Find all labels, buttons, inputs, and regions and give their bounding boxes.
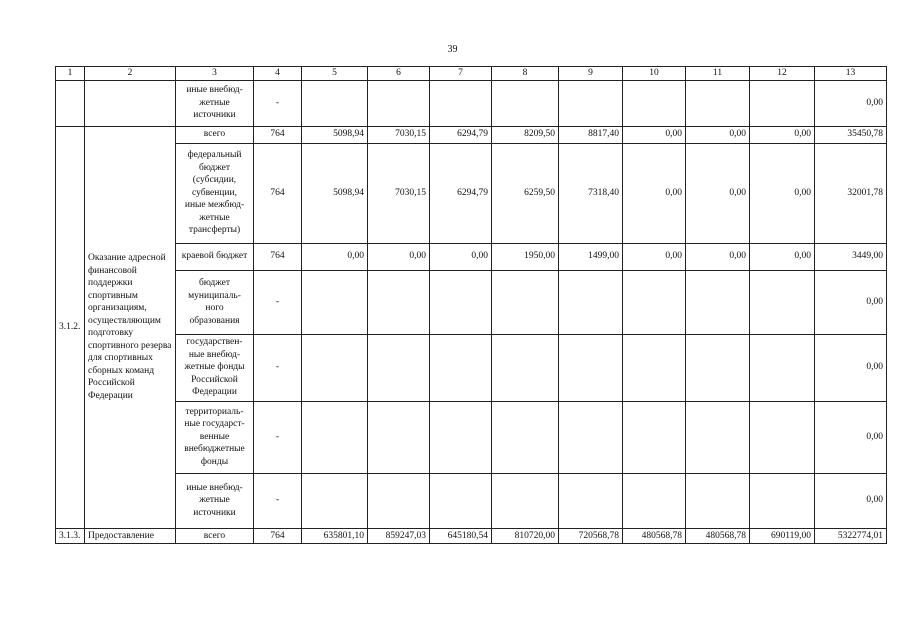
value-cell [623, 401, 686, 473]
source-cell [176, 473, 254, 528]
value-cell [430, 401, 492, 473]
source-label: территориаль- ные государст- венные внебюджетные фонды [184, 406, 245, 467]
value-cell: 0,00 [623, 243, 686, 270]
value-cell: 7318,40 [559, 143, 623, 243]
value-cell: 645180,54 [430, 528, 492, 544]
value-cell [750, 334, 815, 401]
value-cell: 6294,79 [430, 143, 492, 243]
total-cell: 35450,78 [815, 126, 887, 143]
value-cell: 0,00 [623, 126, 686, 143]
value-cell: 6259,50 [492, 143, 559, 243]
code-cell: 3.1.2. [56, 126, 85, 528]
source-label: федеральный бюджет (субсидии, субвенции, иные межбюд- жетные трансферты) [184, 150, 245, 236]
value-cell [302, 80, 368, 126]
value-cell: 635801,10 [302, 528, 368, 544]
table-row [56, 80, 887, 126]
total-cell: 3449,00 [815, 243, 887, 270]
value-cell: 7030,15 [368, 126, 430, 143]
table-row [56, 401, 887, 473]
value-cell: 5098,94 [302, 126, 368, 143]
source-label: всего [203, 530, 226, 541]
table-row [56, 126, 887, 143]
value-cell: 859247,03 [368, 528, 430, 544]
value-cell: 0,00 [430, 243, 492, 270]
value-cell: 0,00 [623, 143, 686, 243]
header-cell: 4 [254, 67, 302, 81]
value-cell [623, 473, 686, 528]
value-cell [492, 401, 559, 473]
total-cell: 0,00 [815, 334, 887, 401]
source-label: бюджет муниципаль- ного образования [188, 278, 241, 326]
value-cell: 480568,78 [623, 528, 686, 544]
source-label: всего [203, 129, 226, 140]
header-cell: 11 [686, 67, 750, 81]
value-cell [302, 270, 368, 334]
source-label: иные внебюд- жетные источники [186, 85, 243, 121]
budget-table [55, 66, 887, 544]
value-cell [430, 334, 492, 401]
col4-cell: - [254, 334, 302, 401]
total-cell: 0,00 [815, 80, 887, 126]
header-cell: 6 [368, 67, 430, 81]
value-cell [559, 270, 623, 334]
source-label: иные внебюд- жетные источники [186, 482, 243, 518]
source-cell [176, 528, 254, 544]
source-cell [176, 126, 254, 143]
col4-cell: 764 [254, 243, 302, 270]
col4-cell: - [254, 270, 302, 334]
value-cell: 690119,00 [750, 528, 815, 544]
value-cell [686, 334, 750, 401]
header-cell: 10 [623, 67, 686, 81]
value-cell: 810720,00 [492, 528, 559, 544]
total-cell: 0,00 [815, 473, 887, 528]
value-cell [686, 401, 750, 473]
name-cell: Предоставление [85, 528, 176, 544]
value-cell: 0,00 [302, 243, 368, 270]
value-cell [559, 401, 623, 473]
value-cell: 0,00 [750, 126, 815, 143]
source-cell [176, 243, 254, 270]
value-cell: 6294,79 [430, 126, 492, 143]
header-cell: 9 [559, 67, 623, 81]
value-cell: 8209,50 [492, 126, 559, 143]
col4-cell: 764 [254, 528, 302, 544]
value-cell [368, 80, 430, 126]
value-cell [302, 334, 368, 401]
value-cell [368, 401, 430, 473]
value-cell [492, 270, 559, 334]
table-row [56, 143, 887, 243]
col4-cell: 764 [254, 126, 302, 143]
col4-cell: 764 [254, 143, 302, 243]
source-label: краевой бюджет [181, 251, 248, 262]
total-cell: 0,00 [815, 401, 887, 473]
value-cell: 480568,78 [686, 528, 750, 544]
name-cell: Оказание адресной финансовой поддержки спортивным организациям, осуществляющим подготовку спортивного резерва для спортивных сборных команд Российской Федерации [85, 126, 176, 528]
value-cell [750, 270, 815, 334]
value-cell [302, 473, 368, 528]
source-cell [176, 270, 254, 334]
value-cell [559, 473, 623, 528]
header-cell: 7 [430, 67, 492, 81]
name-cell [85, 80, 176, 126]
total-cell: 32001,78 [815, 143, 887, 243]
source-label: государствен- ные внебюд- жетные фонды Российской Федерации [184, 337, 245, 398]
value-cell [430, 473, 492, 528]
value-cell [686, 473, 750, 528]
source-cell [176, 80, 254, 126]
value-cell [686, 80, 750, 126]
table-row [56, 473, 887, 528]
value-cell [559, 334, 623, 401]
source-cell [176, 143, 254, 243]
value-cell: 5098,94 [302, 143, 368, 243]
header-cell: 2 [85, 67, 176, 81]
total-cell: 0,00 [815, 270, 887, 334]
header-cell: 3 [176, 67, 254, 81]
col4-cell: - [254, 401, 302, 473]
value-cell [750, 80, 815, 126]
code-cell [56, 80, 85, 126]
table-row [56, 528, 887, 544]
value-cell: 7030,15 [368, 143, 430, 243]
value-cell [302, 401, 368, 473]
value-cell [492, 473, 559, 528]
value-cell: 0,00 [686, 143, 750, 243]
value-cell [492, 334, 559, 401]
header-cell: 8 [492, 67, 559, 81]
table-row [56, 243, 887, 270]
value-cell [623, 334, 686, 401]
value-cell [750, 473, 815, 528]
page-number: 39 [447, 44, 458, 55]
value-cell: 8817,40 [559, 126, 623, 143]
table-row [56, 334, 887, 401]
value-cell: 0,00 [750, 143, 815, 243]
value-cell: 0,00 [368, 243, 430, 270]
value-cell [623, 80, 686, 126]
header-row [56, 67, 887, 81]
value-cell [559, 80, 623, 126]
value-cell [492, 80, 559, 126]
col4-cell: - [254, 80, 302, 126]
value-cell [368, 473, 430, 528]
value-cell [368, 334, 430, 401]
value-cell [686, 270, 750, 334]
source-cell [176, 401, 254, 473]
value-cell: 0,00 [686, 126, 750, 143]
source-cell [176, 334, 254, 401]
header-cell: 13 [815, 67, 887, 81]
value-cell [430, 80, 492, 126]
value-cell [368, 270, 430, 334]
header-cell: 1 [56, 67, 85, 81]
header-cell: 5 [302, 67, 368, 81]
value-cell: 1499,00 [559, 243, 623, 270]
value-cell: 1950,00 [492, 243, 559, 270]
value-cell: 0,00 [750, 243, 815, 270]
value-cell [750, 401, 815, 473]
col4-cell: - [254, 473, 302, 528]
value-cell: 720568,78 [559, 528, 623, 544]
value-cell [623, 270, 686, 334]
code-cell: 3.1.3. [56, 528, 85, 544]
value-cell [430, 270, 492, 334]
table-row [56, 270, 887, 334]
value-cell: 0,00 [686, 243, 750, 270]
header-cell: 12 [750, 67, 815, 81]
total-cell: 5322774,01 [815, 528, 887, 544]
